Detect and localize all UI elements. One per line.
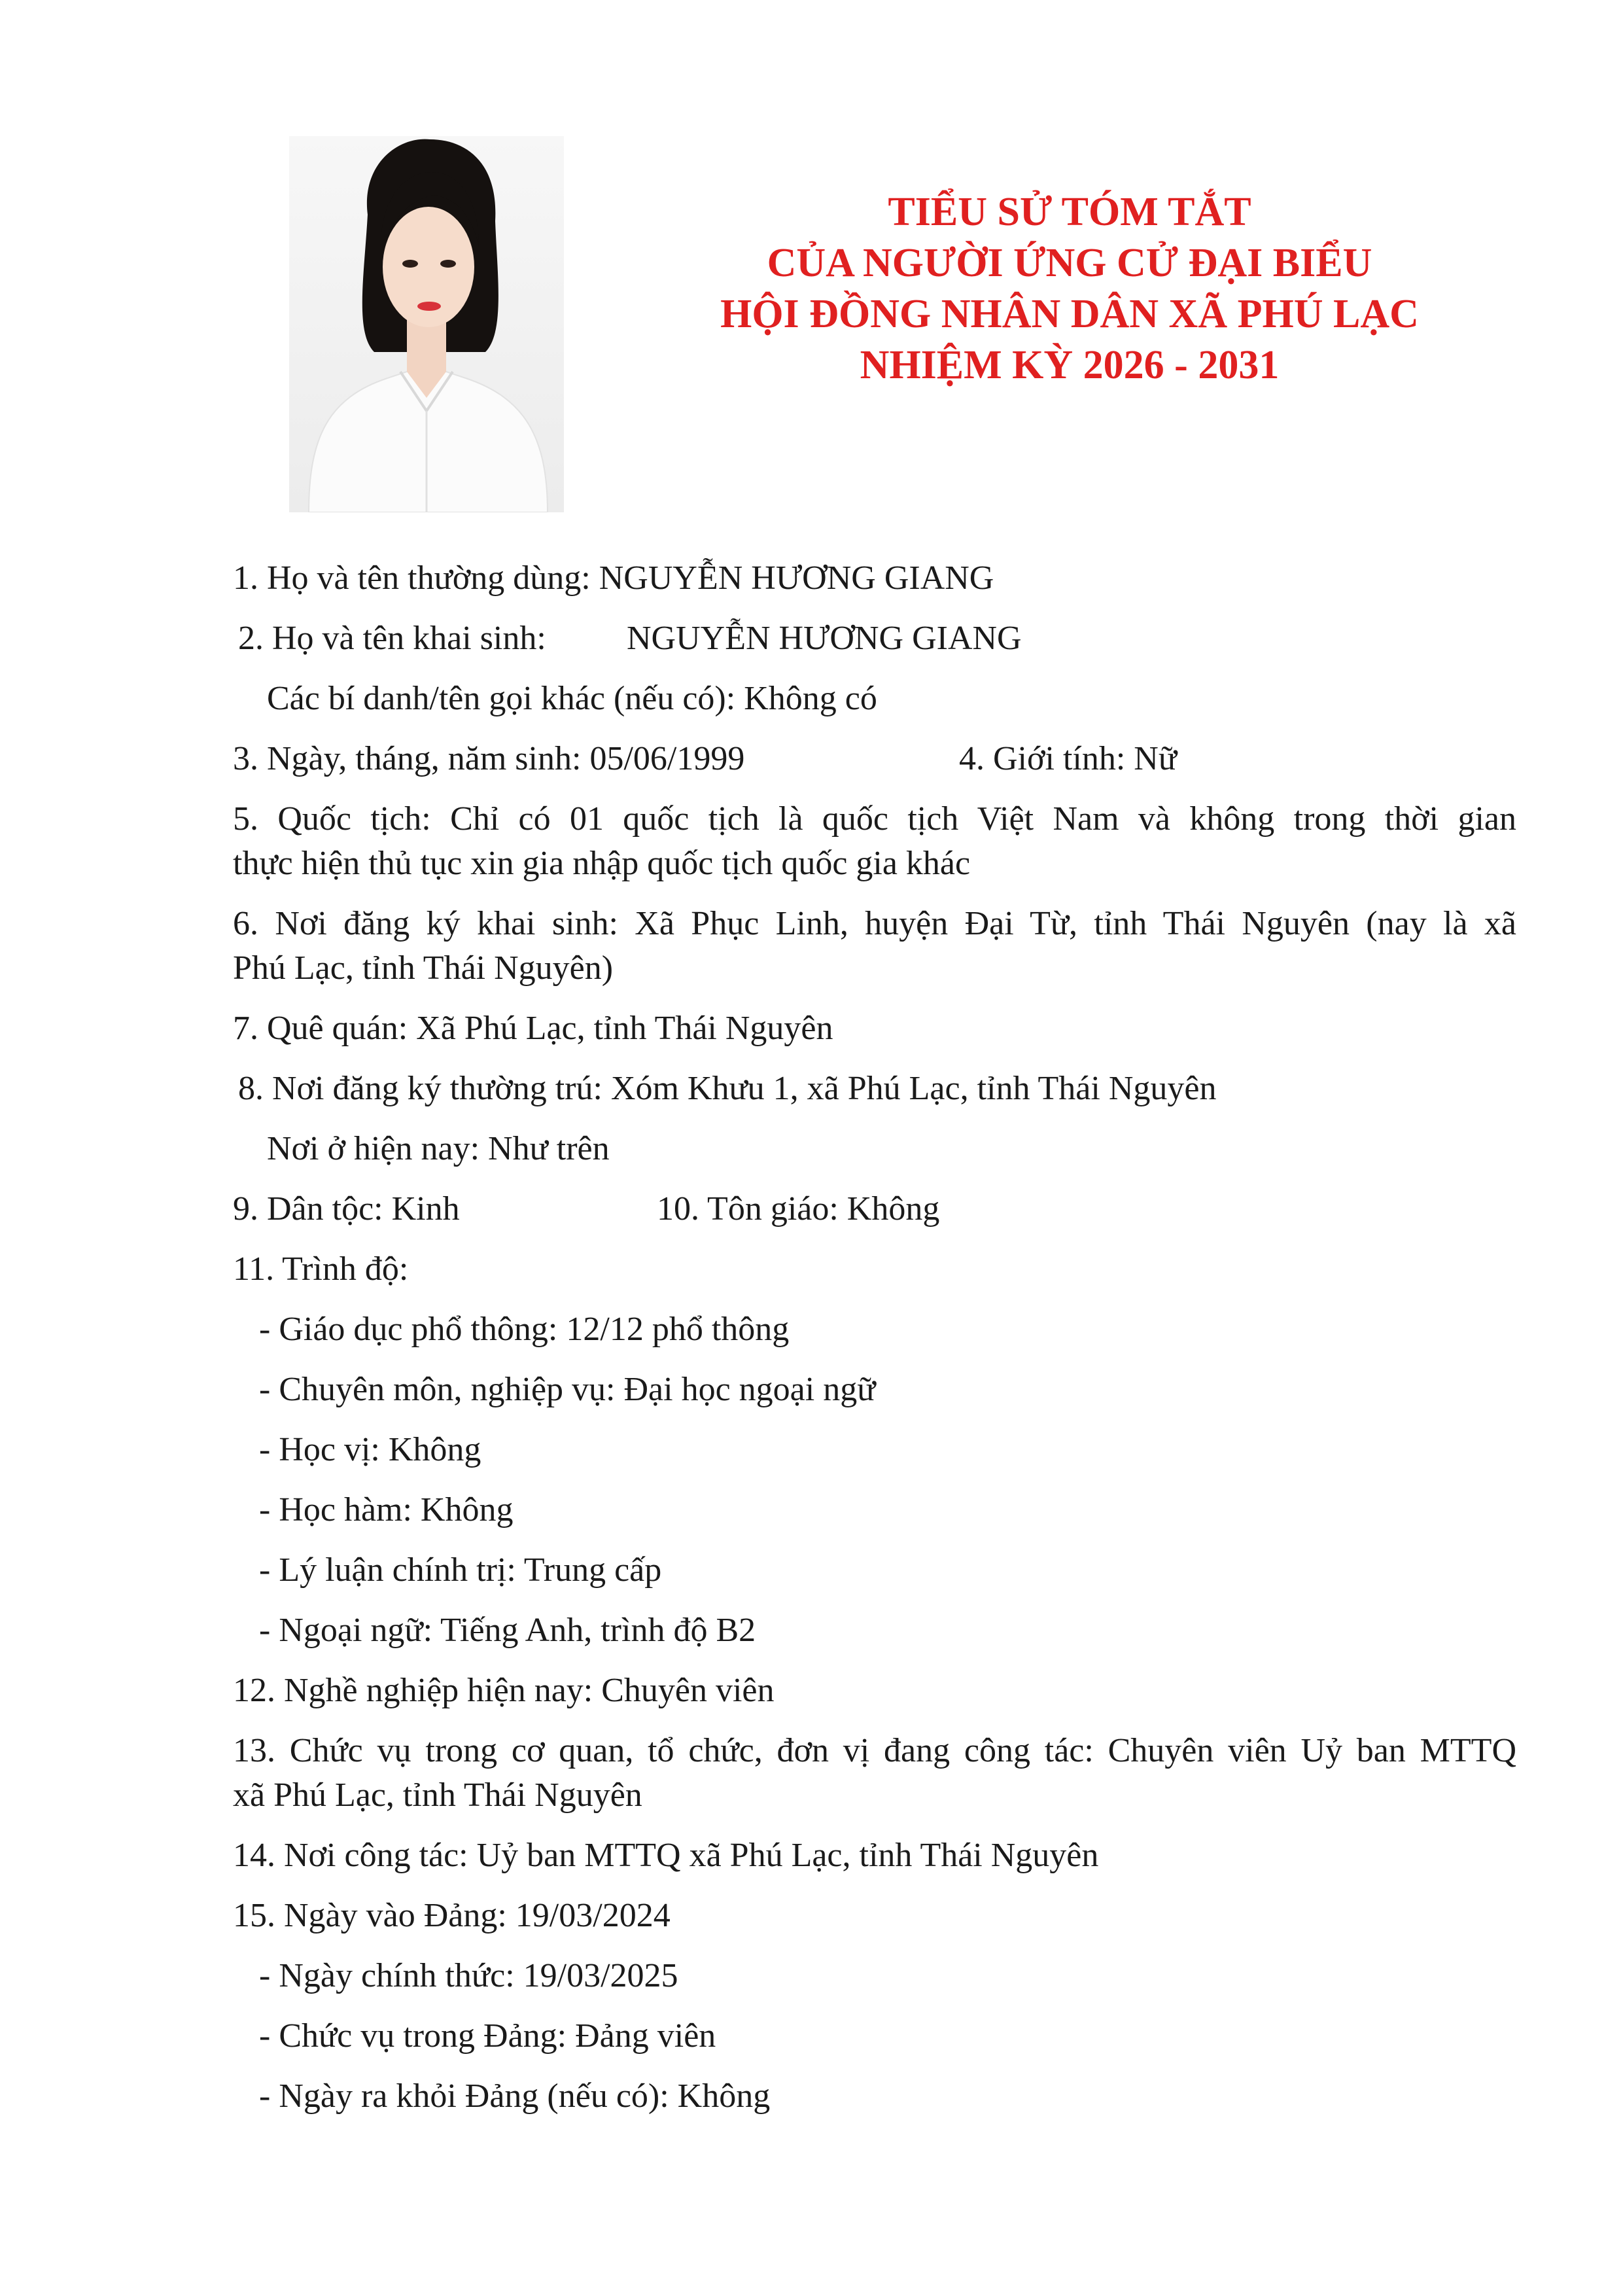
item-birth-name-value: NGUYỄN HƯƠNG GIANG bbox=[627, 620, 1022, 657]
item-common-name: 1. Họ và tên thường dùng: NGUYỄN HƯƠNG GIANG bbox=[233, 559, 994, 597]
title-line-2: CỦA NGƯỜI ỨNG CỬ ĐẠI BIỂU bbox=[767, 241, 1372, 285]
item-gender: 4. Giới tính: Nữ bbox=[959, 740, 1178, 777]
item-workplace: 14. Nơi công tác: Uỷ ban MTTQ xã Phú Lạc, tỉnh Thái Nguyên bbox=[233, 1837, 1099, 1874]
item-foreign-language: - Ngoại ngữ: Tiếng Anh, trình độ B2 bbox=[259, 1612, 756, 1649]
item-position-line-1: 13. Chức vụ trong cơ quan, tổ chức, đơn vị đang công tác: Chuyên viên Uỷ ban MTTQ bbox=[233, 1732, 1516, 1769]
item-party-official-date: - Ngày chính thức: 19/03/2025 bbox=[259, 1957, 678, 1994]
portrait-photo bbox=[289, 136, 564, 512]
item-nationality-line-2: thực hiện thủ tục xin gia nhập quốc tịch quốc gia khác bbox=[233, 845, 971, 882]
item-nationality-line-1: 5. Quốc tịch: Chỉ có 01 quốc tịch là quốc tịch Việt Nam và không trong thời gian bbox=[233, 800, 1516, 838]
portrait-icon bbox=[289, 136, 564, 512]
item-birth-registration-line-2: Phú Lạc, tỉnh Thái Nguyên) bbox=[233, 949, 614, 987]
item-birth-registration-line-1: 6. Nơi đăng ký khai sinh: Xã Phục Linh, huyện Đại Từ, tỉnh Thái Nguyên (nay là xã bbox=[233, 905, 1516, 942]
item-professional-qualification: - Chuyên môn, nghiệp vụ: Đại học ngoại ngữ bbox=[259, 1371, 876, 1408]
item-party-exit: - Ngày ra khỏi Đảng (nếu có): Không bbox=[259, 2077, 771, 2115]
item-hometown: 7. Quê quán: Xã Phú Lạc, tỉnh Thái Nguyên bbox=[233, 1010, 833, 1047]
document-title bbox=[654, 186, 1485, 391]
title-line-4: NHIỆM KỲ 2026 - 2031 bbox=[860, 343, 1280, 387]
item-academic-degree: - Học vị: Không bbox=[259, 1431, 481, 1468]
item-academic-title: - Học hàm: Không bbox=[259, 1491, 514, 1528]
item-party-position: - Chức vụ trong Đảng: Đảng viên bbox=[259, 2017, 716, 2055]
item-date-of-birth: 3. Ngày, tháng, năm sinh: 05/06/1999 bbox=[233, 740, 745, 777]
title-line-3: HỘI ĐỒNG NHÂN DÂN XÃ PHÚ LẠC bbox=[720, 292, 1419, 336]
item-position-line-2: xã Phú Lạc, tỉnh Thái Nguyên bbox=[233, 1776, 642, 1814]
item-party-admission: 15. Ngày vào Đảng: 19/03/2024 bbox=[233, 1897, 671, 1934]
item-education-header: 11. Trình độ: bbox=[233, 1250, 409, 1288]
item-current-residence: Nơi ở hiện nay: Như trên bbox=[267, 1130, 610, 1167]
item-religion: 10. Tôn giáo: Không bbox=[657, 1190, 940, 1227]
item-political-theory: - Lý luận chính trị: Trung cấp bbox=[259, 1551, 662, 1589]
item-general-education: - Giáo dục phổ thông: 12/12 phổ thông bbox=[259, 1311, 790, 1348]
item-permanent-residence: 8. Nơi đăng ký thường trú: Xóm Khưu 1, xã Phú Lạc, tỉnh Thái Nguyên bbox=[238, 1070, 1217, 1107]
item-ethnicity: 9. Dân tộc: Kinh bbox=[233, 1190, 460, 1227]
item-birth-name-label: 2. Họ và tên khai sinh: bbox=[238, 620, 546, 657]
item-occupation: 12. Nghề nghiệp hiện nay: Chuyên viên bbox=[233, 1672, 775, 1709]
item-aliases: Các bí danh/tên gọi khác (nếu có): Không có bbox=[267, 680, 877, 717]
title-line-1: TIỂU SỬ TÓM TẮT bbox=[888, 190, 1251, 234]
